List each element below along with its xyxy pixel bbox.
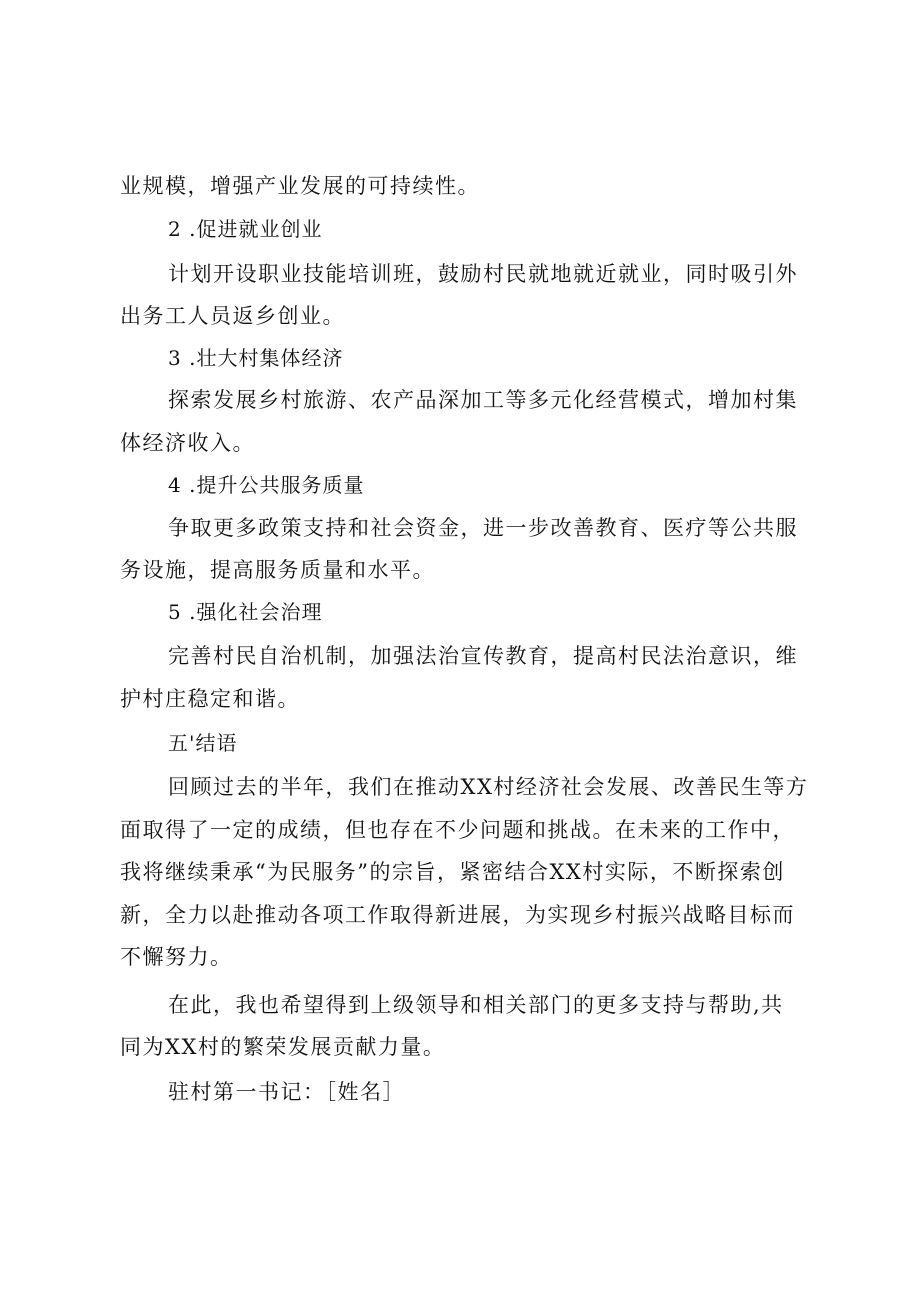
signature-line: 驻村第一书记：［姓名］ — [168, 1080, 405, 1104]
paragraph-line: 争取更多政策支持和社会资金，进一步改善教育、医疗等公共服 — [168, 516, 798, 540]
paragraph-line: 出务工人员返乡创业。 — [120, 304, 345, 328]
paragraph-line: 面取得了一定的成绩，但也存在不少问题和挑战。在未来的工作中， — [120, 818, 795, 842]
section-heading-conclusion: 五'结语 — [168, 731, 238, 755]
paragraph-line: 体经济收入。 — [120, 431, 255, 455]
section-heading-3: 3 .壮大村集体经济 — [168, 346, 344, 370]
paragraph-line: 完善村民自治机制，加强法治宣传教育，提高村民法治意识，维 — [168, 644, 798, 668]
section-heading-5: 5 .强化社会治理 — [168, 600, 323, 624]
paragraph-line: 在此，我也希望得到上级领导和相关部门的更多支持与帮助,共 — [168, 993, 784, 1017]
paragraph-line: 新，全力以赴推动各项工作取得新进展，为实现乡村振兴战略目标而 — [120, 903, 795, 927]
paragraph-line: 护村庄稳定和谐。 — [120, 687, 300, 711]
paragraph-line: 回顾过去的半年，我们在推动XX村经济社会发展、改善民生等方 — [168, 775, 809, 799]
paragraph-line: 同为XX村的繁荣发展贡献力量。 — [120, 1035, 446, 1059]
section-heading-2: 2 .促进就业创业 — [168, 217, 323, 241]
section-heading-4: 4 .提升公共服务质量 — [168, 473, 365, 497]
paragraph-line: 业规模，增强产业发展的可持续性。 — [120, 174, 480, 198]
paragraph-line: 探索发展乡村旅游、农产品深加工等多元化经营模式，增加村集 — [168, 388, 798, 412]
paragraph-line: 计划开设职业技能培训班，鼓励村民就地就近就业，同时吸引外 — [168, 262, 798, 286]
paragraph-line: 不懈努力。 — [120, 945, 233, 969]
paragraph-line: 我将继续秉承“为民服务”的宗旨，紧密结合XX村实际，不断探索创 — [120, 860, 785, 884]
paragraph-line: 务设施，提高服务质量和水平。 — [120, 558, 435, 582]
